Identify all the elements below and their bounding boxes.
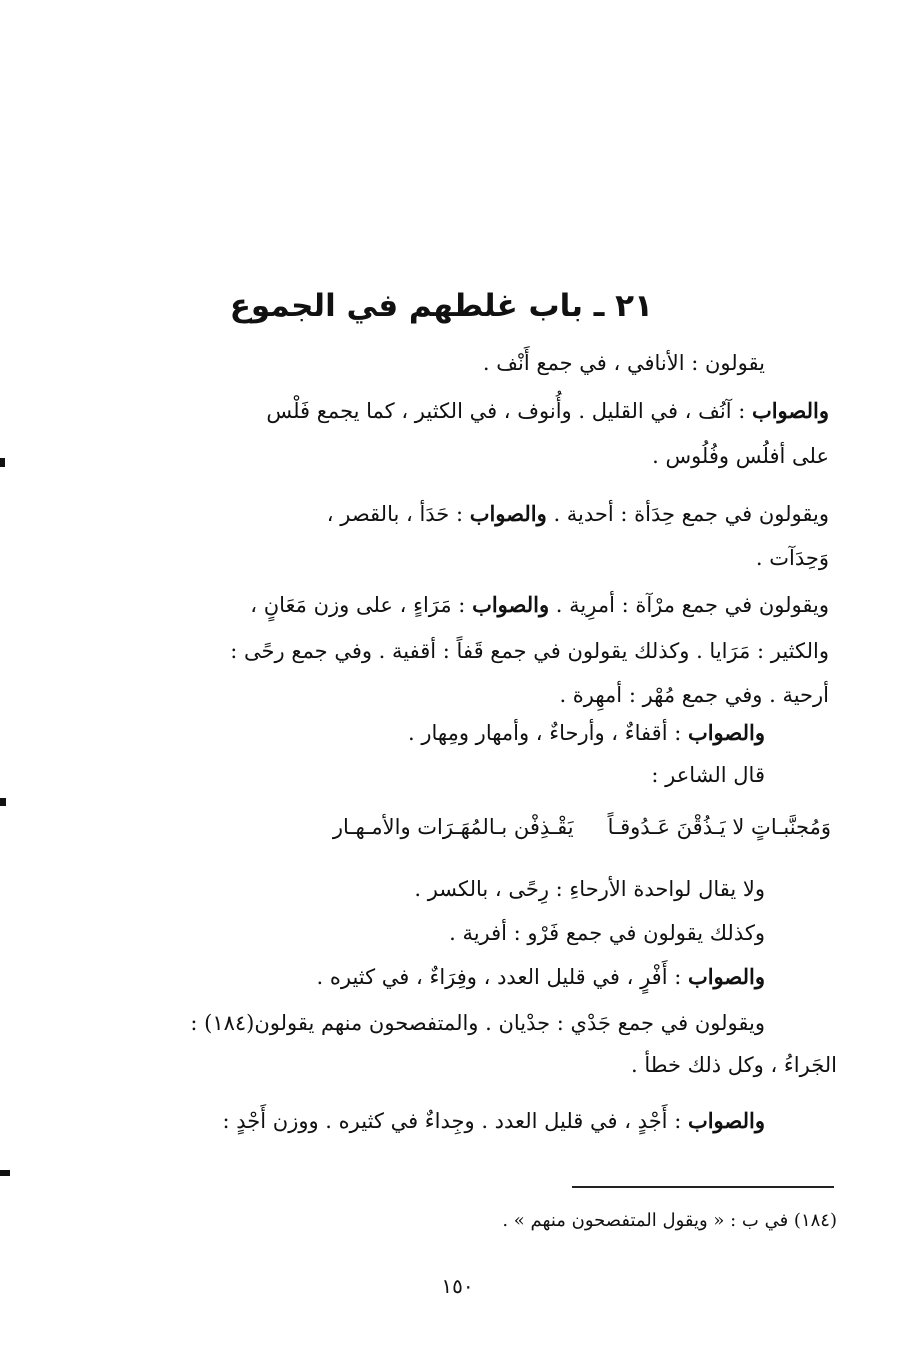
text-segment: : أَفْرٍ ، في قليل العدد ، وفِرَاءٌ ، في كثيره . xyxy=(316,965,688,989)
bold-term: والصواب xyxy=(469,501,547,526)
text-segment: : أقفاءٌ ، وأرحاءٌ ، وأمهار ومِهار . xyxy=(408,721,688,745)
text-segment: وكذلك يقولون في جمع فَرْو : أفرية . xyxy=(449,921,765,945)
text-segment: والكثير : مَرَايا . وكذلك يقولون في جمع قَفاً : أقفية . وفي جمع رحًى : xyxy=(230,639,829,663)
text-segment: أرحية . وفي جمع مُهْر : أمهِرة . xyxy=(559,683,829,707)
text-line xyxy=(327,499,829,529)
text-segment: : أَجْدٍ ، في قليل العدد . وجِداءٌ في كثيره . ووزن أَجْدٍ : xyxy=(222,1109,688,1133)
scan-edge-mark xyxy=(0,458,5,467)
text-segment: ويقولون في جمع جَدْي : جدْيان . والمتفصحون منهم يقولون(١٨٤) : xyxy=(190,1011,765,1035)
text-line xyxy=(756,543,829,573)
text-segment: على أفلُس وفُلُوس . xyxy=(652,444,829,468)
text-line xyxy=(266,396,829,426)
verse-second-hemistich: يَقْـذِفْن بـالمُهَـرَات والأمـهـار xyxy=(332,815,574,839)
bold-term: والصواب xyxy=(687,964,765,989)
bold-term: والصواب xyxy=(687,720,765,745)
text-segment: ولا يقال لواحدة الأرحاءِ : رِحًى ، بالكسر . xyxy=(414,877,765,901)
text-line xyxy=(559,680,829,710)
verse-first-hemistich: وَمُجنَّبـاتٍ لا يَـذُقْنَ عَـدُوقـاً xyxy=(607,815,831,839)
bold-term: والصواب xyxy=(472,592,550,617)
bold-term: والصواب xyxy=(751,398,829,423)
scan-edge-mark xyxy=(0,798,6,806)
text-line xyxy=(408,718,765,748)
footnote-separator xyxy=(572,1186,834,1188)
text-segment: ويقولون في جمع مرْآة : أمرِية . xyxy=(549,593,829,617)
scan-edge-mark xyxy=(0,1170,10,1176)
text-line xyxy=(483,348,765,378)
text-segment: وَحِدَآت . xyxy=(755,546,829,570)
bold-term: والصواب xyxy=(687,1108,765,1133)
footnote: (١٨٤) في ب : « ويقول المتفصحون منهم » . xyxy=(502,1210,837,1231)
text-line xyxy=(230,636,829,666)
text-line xyxy=(223,1106,765,1136)
text-line xyxy=(250,590,829,620)
text-line xyxy=(414,874,765,904)
text-line xyxy=(652,441,829,471)
chapter-title: ٢١ ـ باب غلطهم في الجموع xyxy=(229,288,653,324)
text-segment: : مَرَاءٍ ، على وزن مَعَانٍ ، xyxy=(250,593,473,617)
text-segment: ويقولون في جمع حِدَأة : أحدية . xyxy=(546,502,829,526)
text-segment: الجَراءُ ، وكل ذلك خطأ . xyxy=(630,1053,837,1077)
text-segment: : حَدَأ ، بالقصر ، xyxy=(326,502,470,526)
text-segment: يقولون : الأنافي ، في جمع أَنْف . xyxy=(482,351,765,375)
text-segment: قال الشاعر : xyxy=(651,763,765,787)
text-line xyxy=(317,962,765,992)
page-number: ١٥٠ xyxy=(441,1274,474,1298)
text-line xyxy=(190,1008,765,1038)
text-line xyxy=(651,760,765,790)
text-line xyxy=(449,918,765,948)
text-line xyxy=(631,1050,837,1080)
text-segment: : آنُف ، في القليل . وأُنوف ، في الكثير ، كما يجمع فَلْس xyxy=(266,399,752,423)
verse-line xyxy=(333,812,831,842)
